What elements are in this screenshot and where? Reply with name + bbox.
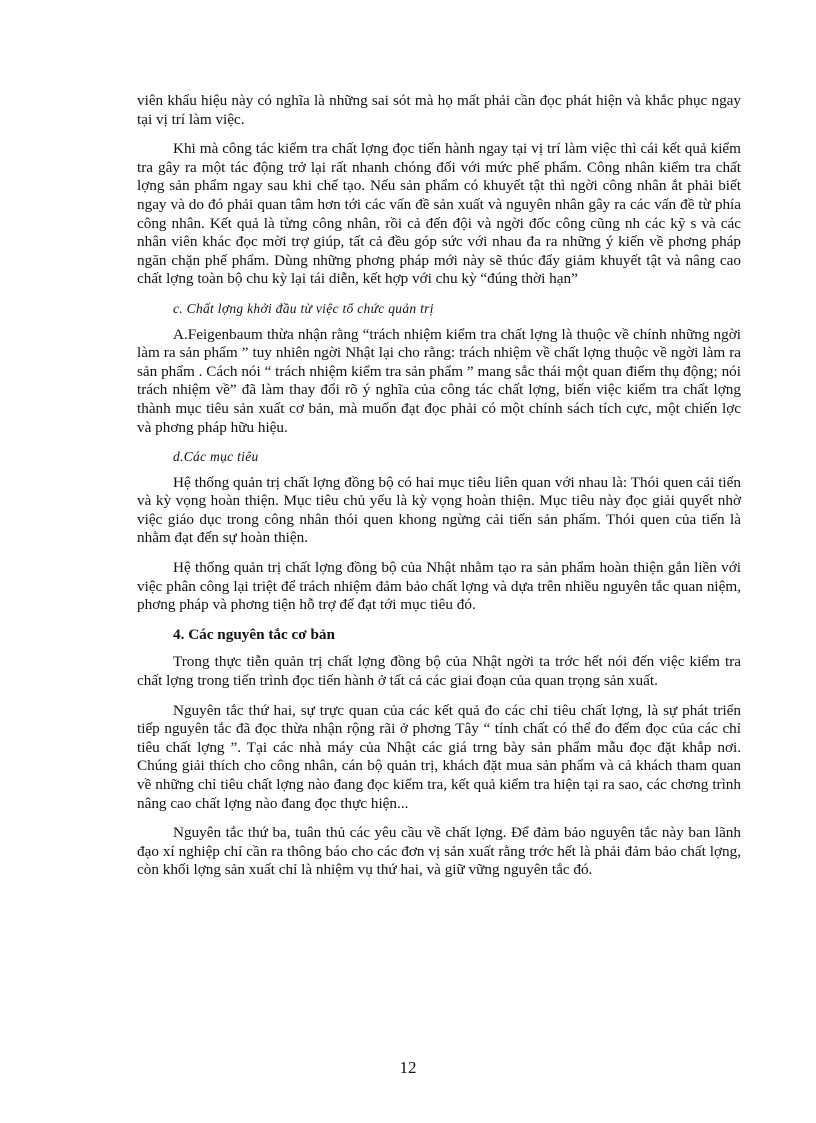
paragraph-8: Nguyên tắc thứ ba, tuân thủ các yêu cầu về chất lợng. Để đảm bảo nguyên tắc này ban lãnh đạo xí nghiệp chỉ cần ra thông báo cho các đơn vị sản xuất rằng trớc hết là phải đảm bảo chất lợng, còn khối lợng sản xuất chỉ là nhiệm vụ thứ hai, và giữ vững nguyên tắc đó. <box>137 824 741 879</box>
subheading-c: c. Chất lợng khởi đầu từ việc tổ chức quản trị <box>173 300 434 316</box>
paragraph-5: Hệ thống quản trị chất lợng đồng bộ của Nhật nhằm tạo ra sản phẩm hoàn thiện gắn liền với việc phân công lại triệt để trách nhiệm đảm bảo chất lợng và dựa trên nhiều nguyên tắc quan niệm, phơng pháp và phơng tiện hỗ trợ để đạt tới mục tiêu đó. <box>137 559 741 614</box>
paragraph-3: A.Feigenbaum thừa nhận rằng “trách nhiệm kiểm tra chất lợng là thuộc về chính những ngời làm ra sản phẩm ” tuy nhiên ngời Nhật lại cho rằng: trách nhiệm về chất lợng thuộc về ngời làm ra sản phẩm . Cách nói “ trách nhiệm kiểm tra sản phẩm ” mang sắc thái một quan điểm thụ động; nói trách nhiệm về” đã làm thay đổi rõ ý nghĩa của công tác chất lợng, biến việc kiểm tra chất lợng thành mục tiêu sản xuất cơ bản, mà muốn đạt đọc phải có một chính sách tích cực, một chiến lợc và phơng pháp hữu hiệu. <box>137 325 741 436</box>
subheading-d: d.Các mục tiêu <box>173 449 259 465</box>
paragraph-2: Khi mà công tác kiểm tra chất lợng đọc tiến hành ngay tại vị trí làm việc thì cái kết quả kiểm tra gây ra một tác động trở lại rất nhanh chóng đối với mức phế phẩm. Công nhân kiểm tra chất lợng sản phẩm ngay sau khi chế tạo. Nếu sản phẩm có khuyết tật thì ngời công nhân ắt phải biết ngay và do đó phải quan tâm hơn tới các vấn đề sản xuất và nguyên nhân gây ra các vấn đề từ phía công nhân. Kết quả là từng công nhân, rồi cả đến đội và ngời đốc công cũng nh các kỹ s và các nhân viên khác đọc mời trợ giúp, tất cả đều góp sức với nhau đa ra những ý kiến về phơng pháp ngăn chặn phế phẩm. Dùng những phơng pháp mới này sẽ thúc đẩy giảm khuyết tật và nâng cao chất lợng toàn bộ chu kỳ lại tái diễn, kết hợp với chu kỳ “đúng thời hạn” <box>137 140 741 288</box>
paragraph-7: Nguyên tắc thứ hai, sự trực quan của các kết quả đo các chỉ tiêu chất lợng, là sự phát triển tiếp nguyên tắc đã đọc thừa nhận rộng rãi ở phơng Tây “ tính chất có thể đo đếm đọc của các chỉ tiêu chất lợng ”. Tại các nhà máy của Nhật các giá trng bày sản phẩm mẫu đọc đặt khắp nơi. Chúng giải thích cho công nhân, cán bộ quản trị, khách đặt mua sản phẩm và cả khách tham quan về những chỉ tiêu chất lợng nào đang đọc kiểm tra, kết quả kiểm tra hiện tại ra sao, các chơng trình nâng cao chất lợng nào đang đọc thực hiện... <box>137 701 741 812</box>
section-heading-4: 4. Các nguyên tắc cơ bản <box>173 625 335 643</box>
document-body <box>137 92 741 891</box>
paragraph-4: Hệ thống quản trị chất lợng đồng bộ có hai mục tiêu liên quan với nhau là: Thói quen cải tiến và kỳ vọng hoàn thiện. Mục tiêu chủ yếu là kỳ vọng hoàn thiện. Mục tiêu này đọc giải quyết nhờ việc giáo dục trong công nhân thói quen khong ngừng cải tiến sản phẩm. Thói quen của tiến là nhằm đạt đến sự hoàn thiện. <box>137 473 741 547</box>
paragraph-1: viên khẩu hiệu này có nghĩa là những sai sót mà họ mất phải cần đọc phát hiện và khắc phục ngay tại vị trí làm việc. <box>137 92 741 128</box>
paragraph-6: Trong thực tiễn quản trị chất lợng đồng bộ của Nhật ngời ta trớc hết nói đến việc kiểm tra chất lợng trong tiến trình đọc tiến hành ở tất cả các giai đoạn của quan trọng sản xuất. <box>137 653 741 690</box>
page-number: 12 <box>399 1058 417 1077</box>
